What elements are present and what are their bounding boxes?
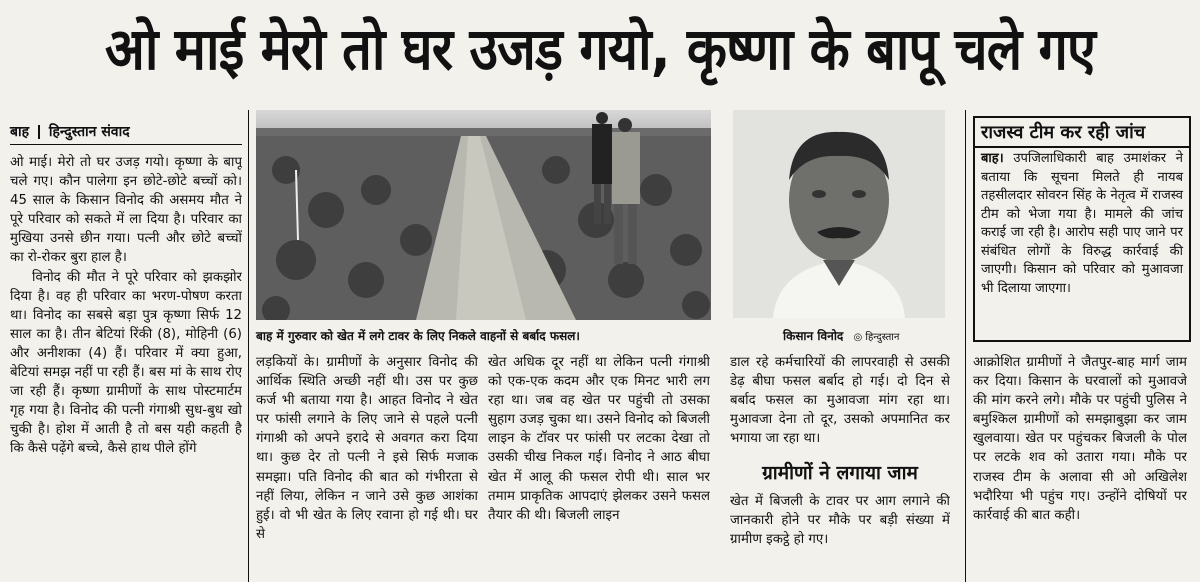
article-column-3 <box>488 353 710 582</box>
byline-separator <box>38 125 40 139</box>
field-photo-caption: बाह में गुरुवार को खेत में लगे टावर के लिए निकले वाहनों से बर्बाद फसल। <box>256 329 580 343</box>
portrait-image <box>733 110 945 318</box>
sidebar-place: बाह। <box>981 151 1004 166</box>
byline-source: हिन्दुस्तान संवाद <box>48 124 130 140</box>
paragraph: खेत में बिजली के टावर पर आग लगाने की जानकारी होने पर मौके पर बड़ी संख्या में ग्रामीण इकट्ठे हो गए। <box>730 493 950 547</box>
sidebar-box <box>973 116 1191 342</box>
sidebar-title: राजस्व टीम कर रही जांच <box>975 118 1189 148</box>
column-rule <box>965 110 966 582</box>
paragraph: ओ माई। मेरो तो घर उजड़ गयो। कृष्णा के बापू चले गए। कौन पालेगा इन छोटे-छोटे बच्चों को। 45 साल के किसान विनोद की असमय मौत ने पूरे परिवार को सकते में ला दिया है। परिवार का मुखिया उनसे छीन गया। पत्नी और छोटे बच्चों का रो-रोकर बुरा हाल है। <box>10 155 242 266</box>
headline: ओ माई मेरो तो घर उजड़ गयो, कृष्णा के बापू चले गए <box>104 15 1096 83</box>
column-rule <box>248 110 249 582</box>
article-column-1 <box>10 153 242 582</box>
paragraph: विनोद की मौत ने पूरे परिवार को झकझोर दिया है। वह ही परिवार का भरण-पोषण करता था। विनोद का सबसे बड़ा पुत्र कृष्णा सिर्फ 12 साल का है। तीन बेटियां रिंकी (8), मोहिनी (6) और अनीशका (4) हैं। परिवार में क्या हुआ, बेटियां समझ नहीं पा रही हैं। बस मां के साथ रोए जा रही हैं। कृष्णा ग्रामीणों के साथ पोस्टमार्टम गृह गया है। विनोद की पत्नी गंगाश्री सुध-बुध खो चुकी है। होश में आती है तो बस यही कहती है कि कैसे पढ़ेंगे बच्चे, कैसे हाथ पीले होंगे <box>10 269 242 457</box>
subheading: ग्रामीणों ने लगाया जाम <box>762 462 918 485</box>
portrait-caption-name: किसान विनोद <box>783 329 844 343</box>
article-column-2 <box>256 353 478 582</box>
article-column-5 <box>973 353 1187 582</box>
sidebar-text <box>975 148 1189 300</box>
paragraph: आक्रोशित ग्रामीणों ने जैतपुर-बाह मार्ग जाम कर दिया। किसान के घरवालों को मुआवजे की मांग करने लगे। मौके पर पहुंची पुलिस ने बमुश्किल ग्रामीणों को समझाबुझा कर जाम खुलवाया। खेत पर पहुंचकर बिजली के पोल पर लटके शव को उतारा गया। मौके पर राजस्व टीम के अलावा सी ओ अखिलेश भदौरिया भी पहुंच गए। उन्होंने दोषियों पर कार्रवाई की बात कही। <box>973 355 1187 523</box>
paragraph: खेत अधिक दूर नहीं था लेकिन पत्नी गंगाश्री को एक-एक कदम और एक मिनट भारी लग रहा था। जब वह खेत पर पहुंची तो उसका सुहाग उजड़ चुका था। उसने विनोद को बिजली लाइन के टॉवर पर फांसी पर लटका देखा तो उसकी चीख निकल गई। विनोद ने आठ बीघा खेत में आलू की फसल रोपी थी। साल भर तमाम प्राकृतिक आपदाएं झेलकर उसने फसल तैयार की थी। बिजली लाइन <box>488 355 710 523</box>
portrait-credit: ◎ हिन्दुस्तान <box>853 332 900 343</box>
byline <box>10 122 130 141</box>
paragraph: डाल रहे कर्मचारियों की लापरवाही से उसकी डेढ़ बीघा फसल बर्बाद हो गई। दो दिन से बर्बाद फसल का मुआवजा मांग रहा था। मुआवजा देना तो दूर, उसको अपमानित कर भगाया जा रहा था। <box>730 355 950 447</box>
byline-place: बाह <box>10 124 30 140</box>
sidebar-body: उपजिलाधिकारी बाह उमाशंकर ने बताया कि सूचना मिलते ही नायब तहसीलदार सोवरन सिंह के नेतृत्व में राजस्व टीम को भेजा गया है। मामले की जांच कराई जा रही है। आरोप सही पाए जाने पर संबंधित लोगों के विरुद्ध कार्रवाई की जाएगी। किसान को परिवार को मुआवजा भी दिलाया जाएगा। <box>981 151 1184 296</box>
portrait-caption <box>783 327 899 344</box>
paragraph: लड़कियों के। ग्रामीणों के अनुसार विनोद की आर्थिक स्थिति अच्छी नहीं थी। उस पर कुछ कर्ज भी बताया गया है। आहत विनोद ने खेत पर फांसी लगाने के लिए जाने से पहले पत्नी गंगाश्री को अपने इरादे से अवगत करा दिया था। कुछ देर तो पत्नी ने इसे सिर्फ मजाक समझा। पति विनोद की बात को गंभीरता से नहीं लिया, लेकिन न जाने उसे कुछ आशंका हुई। वो भी खेत के लिए रवाना हो गई थी। घर से <box>256 355 478 542</box>
article-column-4 <box>730 353 950 582</box>
byline-rule <box>10 144 242 145</box>
field-photo <box>256 110 711 320</box>
portrait-photo <box>733 110 945 318</box>
field-photo-image <box>256 110 711 320</box>
